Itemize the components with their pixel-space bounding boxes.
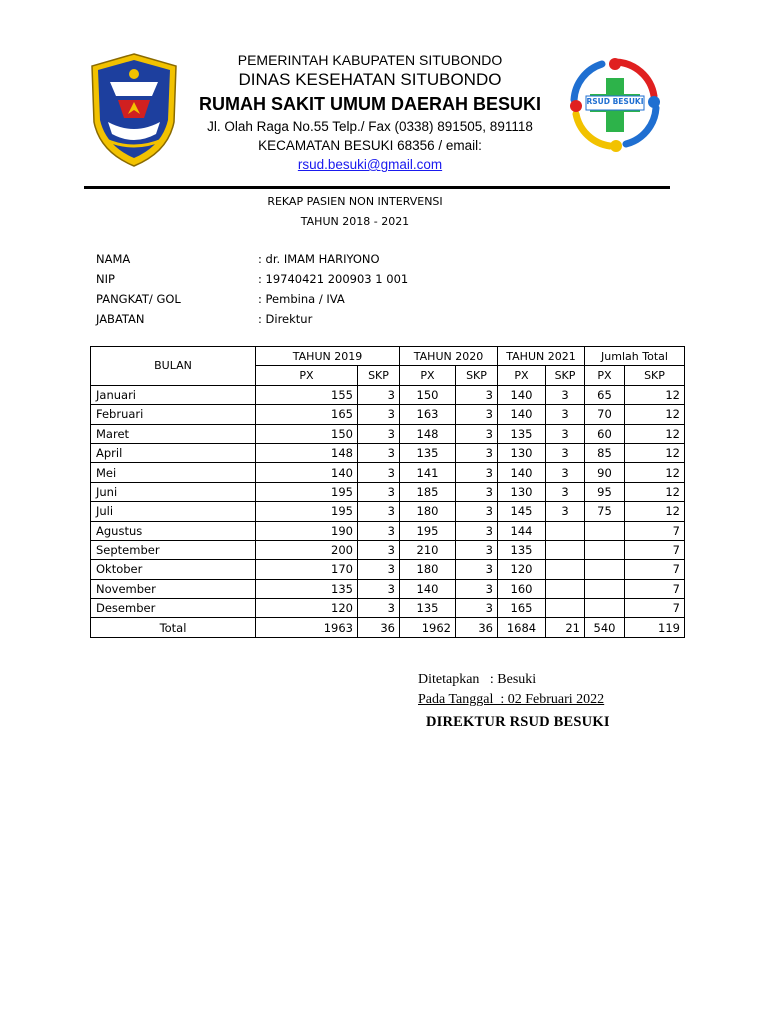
value-cell bbox=[585, 579, 625, 598]
header-divider bbox=[84, 186, 670, 189]
total-label: Total bbox=[91, 618, 256, 637]
value-cell: 95 bbox=[585, 482, 625, 501]
header-hospital-name: RUMAH SAKIT UMUM DAERAH BESUKI bbox=[199, 94, 541, 114]
table-row bbox=[91, 560, 685, 579]
value-cell: 3 bbox=[456, 424, 498, 443]
subheader-skp: SKP bbox=[358, 366, 400, 385]
value-cell: 12 bbox=[625, 502, 685, 521]
value-cell: 3 bbox=[456, 463, 498, 482]
value-cell: 3 bbox=[358, 463, 400, 482]
value-cell: 3 bbox=[546, 443, 585, 462]
document-title: REKAP PASIEN NON INTERVENSI bbox=[267, 195, 443, 208]
value-cell: 135 bbox=[498, 540, 546, 559]
value-cell: 120 bbox=[256, 599, 358, 618]
table-row bbox=[91, 540, 685, 559]
subheader-px: PX bbox=[256, 366, 358, 385]
month-cell: Mei bbox=[91, 463, 256, 482]
table-row bbox=[91, 521, 685, 540]
identity-label: NIP bbox=[96, 272, 115, 286]
situbondo-regency-emblem-icon bbox=[88, 52, 180, 168]
value-cell bbox=[546, 540, 585, 559]
group-header-2021: TAHUN 2021 bbox=[498, 347, 585, 366]
table-row bbox=[91, 502, 685, 521]
value-cell: 195 bbox=[256, 502, 358, 521]
value-cell: 60 bbox=[585, 424, 625, 443]
value-cell: 65 bbox=[585, 385, 625, 404]
total-row bbox=[91, 618, 685, 637]
total-cell: 36 bbox=[456, 618, 498, 637]
value-cell: 12 bbox=[625, 463, 685, 482]
value-cell: 200 bbox=[256, 540, 358, 559]
value-cell: 12 bbox=[625, 443, 685, 462]
value-cell: 3 bbox=[358, 502, 400, 521]
value-cell: 12 bbox=[625, 424, 685, 443]
value-cell: 130 bbox=[498, 443, 546, 462]
subheader-px: PX bbox=[498, 366, 546, 385]
value-cell: 3 bbox=[456, 482, 498, 501]
signature-place: Ditetapkan : Besuki bbox=[418, 672, 537, 687]
subheader-px: PX bbox=[400, 366, 456, 385]
group-header-2019: TAHUN 2019 bbox=[256, 347, 400, 366]
month-cell: September bbox=[91, 540, 256, 559]
value-cell: 3 bbox=[456, 405, 498, 424]
value-cell: 3 bbox=[358, 385, 400, 404]
table-body bbox=[91, 385, 685, 618]
month-cell: Agustus bbox=[91, 521, 256, 540]
value-cell: 145 bbox=[498, 502, 546, 521]
value-cell: 140 bbox=[498, 385, 546, 404]
value-cell: 3 bbox=[546, 482, 585, 501]
value-cell: 148 bbox=[256, 443, 358, 462]
value-cell: 195 bbox=[400, 521, 456, 540]
value-cell bbox=[585, 560, 625, 579]
value-cell: 3 bbox=[456, 443, 498, 462]
total-cell: 36 bbox=[358, 618, 400, 637]
identity-label: JABATAN bbox=[96, 312, 145, 326]
total-cell: 21 bbox=[546, 618, 585, 637]
header-department: DINAS KESEHATAN SITUBONDO bbox=[238, 70, 502, 89]
document-subtitle: TAHUN 2018 - 2021 bbox=[300, 215, 410, 228]
value-cell: 7 bbox=[625, 599, 685, 618]
value-cell: 3 bbox=[456, 540, 498, 559]
value-cell bbox=[585, 540, 625, 559]
group-header-jumlah-total: Jumlah Total bbox=[585, 347, 685, 366]
value-cell: 3 bbox=[456, 385, 498, 404]
value-cell: 195 bbox=[256, 482, 358, 501]
value-cell: 3 bbox=[358, 482, 400, 501]
right-logo-text: RSUD BESUKI bbox=[586, 97, 644, 106]
header-government: PEMERINTAH KABUPATEN SITUBONDO bbox=[237, 52, 503, 68]
identity-label: NAMA bbox=[96, 252, 131, 266]
value-cell: 185 bbox=[400, 482, 456, 501]
subheader-skp: SKP bbox=[546, 366, 585, 385]
month-cell: April bbox=[91, 443, 256, 462]
value-cell: 3 bbox=[546, 502, 585, 521]
table-row bbox=[91, 385, 685, 404]
value-cell: 165 bbox=[256, 405, 358, 424]
value-cell: 170 bbox=[256, 560, 358, 579]
value-cell: 3 bbox=[358, 521, 400, 540]
value-cell: 70 bbox=[585, 405, 625, 424]
value-cell bbox=[546, 579, 585, 598]
value-cell: 3 bbox=[456, 560, 498, 579]
value-cell: 180 bbox=[400, 560, 456, 579]
value-cell: 160 bbox=[498, 579, 546, 598]
value-cell: 7 bbox=[625, 579, 685, 598]
month-cell: November bbox=[91, 579, 256, 598]
identity-value: : dr. IMAM HARIYONO bbox=[258, 252, 380, 266]
total-cell: 119 bbox=[625, 618, 685, 637]
value-cell: 140 bbox=[498, 463, 546, 482]
table-row bbox=[91, 463, 685, 482]
value-cell: 3 bbox=[358, 540, 400, 559]
value-cell: 75 bbox=[585, 502, 625, 521]
value-cell bbox=[546, 521, 585, 540]
value-cell: 3 bbox=[546, 385, 585, 404]
value-cell: 3 bbox=[456, 521, 498, 540]
value-cell: 3 bbox=[358, 443, 400, 462]
table-row bbox=[91, 482, 685, 501]
signature-date: Pada Tanggal : 02 Februari 2022 bbox=[418, 692, 605, 707]
value-cell: 135 bbox=[400, 599, 456, 618]
header-email-link[interactable]: rsud.besuki@gmail.com bbox=[297, 157, 443, 172]
value-cell bbox=[546, 599, 585, 618]
total-cell: 1963 bbox=[256, 618, 358, 637]
header-address: Jl. Olah Raga No.55 Telp./ Fax (0338) 891505, 891118 bbox=[207, 119, 533, 134]
month-cell: Maret bbox=[91, 424, 256, 443]
value-cell: 12 bbox=[625, 405, 685, 424]
value-cell: 148 bbox=[400, 424, 456, 443]
value-cell: 140 bbox=[498, 405, 546, 424]
value-cell: 7 bbox=[625, 540, 685, 559]
value-cell: 140 bbox=[400, 579, 456, 598]
value-cell: 3 bbox=[546, 405, 585, 424]
value-cell: 163 bbox=[400, 405, 456, 424]
month-cell: Desember bbox=[91, 599, 256, 618]
table-row bbox=[91, 579, 685, 598]
value-cell: 85 bbox=[585, 443, 625, 462]
header-district: KECAMATAN BESUKI 68356 / email: bbox=[258, 138, 482, 153]
value-cell: 3 bbox=[546, 424, 585, 443]
value-cell: 155 bbox=[256, 385, 358, 404]
identity-label: PANGKAT/ GOL bbox=[96, 292, 181, 306]
month-cell: Oktober bbox=[91, 560, 256, 579]
subheader-skp: SKP bbox=[625, 366, 685, 385]
value-cell: 3 bbox=[546, 463, 585, 482]
value-cell: 165 bbox=[498, 599, 546, 618]
value-cell bbox=[585, 599, 625, 618]
value-cell: 7 bbox=[625, 560, 685, 579]
rsud-besuki-logo-icon bbox=[570, 56, 660, 156]
month-cell: Februari bbox=[91, 405, 256, 424]
value-cell: 180 bbox=[400, 502, 456, 521]
value-cell: 3 bbox=[358, 560, 400, 579]
value-cell: 12 bbox=[625, 482, 685, 501]
value-cell: 141 bbox=[400, 463, 456, 482]
identity-value: : Pembina / IVA bbox=[258, 292, 345, 306]
identity-value: : 19740421 200903 1 001 bbox=[258, 272, 409, 286]
value-cell: 135 bbox=[498, 424, 546, 443]
value-cell: 3 bbox=[456, 599, 498, 618]
value-cell bbox=[546, 560, 585, 579]
group-header-2020: TAHUN 2020 bbox=[400, 347, 498, 366]
value-cell: 3 bbox=[358, 599, 400, 618]
value-cell: 210 bbox=[400, 540, 456, 559]
identity-value: : Direktur bbox=[258, 312, 313, 326]
value-cell: 12 bbox=[625, 385, 685, 404]
value-cell: 3 bbox=[456, 579, 498, 598]
value-cell: 3 bbox=[358, 405, 400, 424]
value-cell: 135 bbox=[400, 443, 456, 462]
value-cell: 190 bbox=[256, 521, 358, 540]
signature-title: DIREKTUR RSUD BESUKI bbox=[426, 714, 610, 730]
total-cell: 1962 bbox=[400, 618, 456, 637]
value-cell bbox=[585, 521, 625, 540]
total-cell: 1684 bbox=[498, 618, 546, 637]
column-header-bulan: BULAN bbox=[91, 347, 256, 386]
value-cell: 150 bbox=[400, 385, 456, 404]
table-row bbox=[91, 424, 685, 443]
value-cell: 140 bbox=[256, 463, 358, 482]
value-cell: 135 bbox=[256, 579, 358, 598]
subheader-px: PX bbox=[585, 366, 625, 385]
value-cell: 3 bbox=[456, 502, 498, 521]
value-cell: 130 bbox=[498, 482, 546, 501]
table-row bbox=[91, 443, 685, 462]
value-cell: 90 bbox=[585, 463, 625, 482]
table-row bbox=[91, 405, 685, 424]
total-cell: 540 bbox=[585, 618, 625, 637]
value-cell: 3 bbox=[358, 424, 400, 443]
month-cell: Juli bbox=[91, 502, 256, 521]
month-cell: Juni bbox=[91, 482, 256, 501]
value-cell: 150 bbox=[256, 424, 358, 443]
subheader-skp: SKP bbox=[456, 366, 498, 385]
value-cell: 3 bbox=[358, 579, 400, 598]
value-cell: 7 bbox=[625, 521, 685, 540]
value-cell: 144 bbox=[498, 521, 546, 540]
month-cell: Januari bbox=[91, 385, 256, 404]
value-cell: 120 bbox=[498, 560, 546, 579]
table-row bbox=[91, 599, 685, 618]
patient-recap-table bbox=[90, 346, 685, 638]
